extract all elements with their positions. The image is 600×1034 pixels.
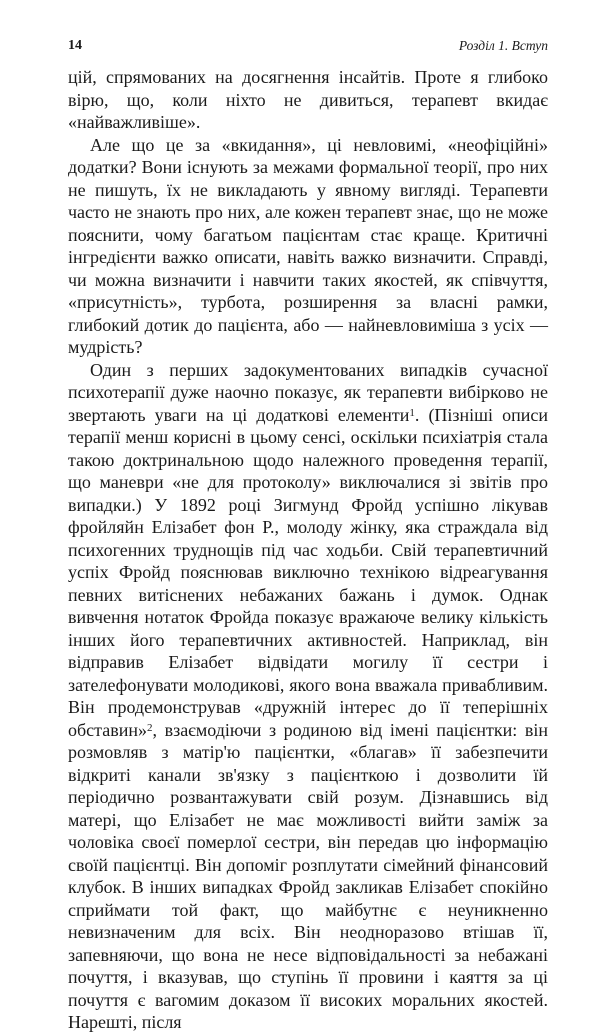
page-number: 14 bbox=[68, 38, 82, 53]
paragraph-text: , взаємодіючи з родиною від імені пацієнтки: він розмовляв з матір'ю пацієнтки, «благав» її забезпечити відкриті канали зв'язку з пацієнткою і дозволити їй періодично розвантажувати свій розум. Дізнавшись від матері, що Елізабет не має можливості вийти заміж за чоловіка своєї померлої сестри, він передав цю інформацію своїй пацієнтці. Він допоміг розплутати сімейний фінансовий клубок. В інших випадках Фройд закликав Елізабет спокійно сприймати той факт, що майбутнє є неуникненно невизначеним для всіх. Він неодноразово втішав її, запевняючи, що вона не несе відповідальності за небажані почуття, і вказував, що ступінь її провини і каяття за ці почуття є вагомим доказом її високих моральних якостей. Нарешті, після bbox=[68, 719, 548, 1032]
paragraph-text: . (Пізніші описи терапії менш корисні в цьому сенсі, оскільки психіатрія стала такою доктринальною щодо належного проведення терапії, що маневри «не для протоколу» виключалися зі звітів про випадки.) У 1892 році Зигмунд Фройд успішно лікував фройляйн Елізабет фон Р., молоду жінку, яка страждала від психогенних труднощів під час ходьби. Свій терапевтичний успіх Фройд пояснював виключно технікою відреагування певних витіснених небажаних бажань і думок. Однак вивчення нотаток Фройда показує вражаюче велику кількість інших його терапевтичних активностей. Наприклад, він відправив Елізабет відвідати могилу її сестри і зателефонувати молодикові, якого вона вважала привабливим. Він продемонстрував «дружній інтерес до її теперішніх обставин» bbox=[68, 404, 548, 740]
page-header bbox=[68, 38, 548, 58]
paragraph-text: Один з перших задокументованих випадків сучасної психотерапії дуже наочно показує, як терапевти вибірково не звертають уваги на ці додаткові елементи bbox=[68, 359, 548, 425]
paragraph-freud-case bbox=[68, 359, 548, 1034]
paragraph-text: цій, спрямованих на досягнення інсайтів. Проте я глибоко вірю, що, коли ніхто не дивиться, терапевт вкидає «найважливіше». bbox=[68, 67, 548, 132]
body-text bbox=[68, 66, 548, 1034]
footnote-ref-2[interactable]: 2 bbox=[147, 721, 153, 734]
paragraph-question bbox=[68, 134, 548, 359]
paragraph-continued bbox=[68, 66, 548, 134]
running-head: Розділ 1. Вступ bbox=[458, 38, 548, 53]
footnote-ref-1[interactable]: 1 bbox=[409, 406, 415, 419]
paragraph-text: Але що це за «вкидання», ці невловимі, «неофіційні» додатки? Вони існують за межами формальної теорії, про них не пишуть, їх не викладають у явному вигляді. Терапевти часто не знають про них, але кожен терапевт знає, що не може пояснити, чому багатьом пацієнтам стає краще. Критичні інгредієнти важко описати, навіть важко визначити. Справді, чи можна визначити і навчити таких якостей, як співчуття, «присутність», турбота, розширення за власні рамки, глибокий дотик до пацієнта, або — найневловиміша з усіх — мудрість? bbox=[68, 134, 548, 357]
